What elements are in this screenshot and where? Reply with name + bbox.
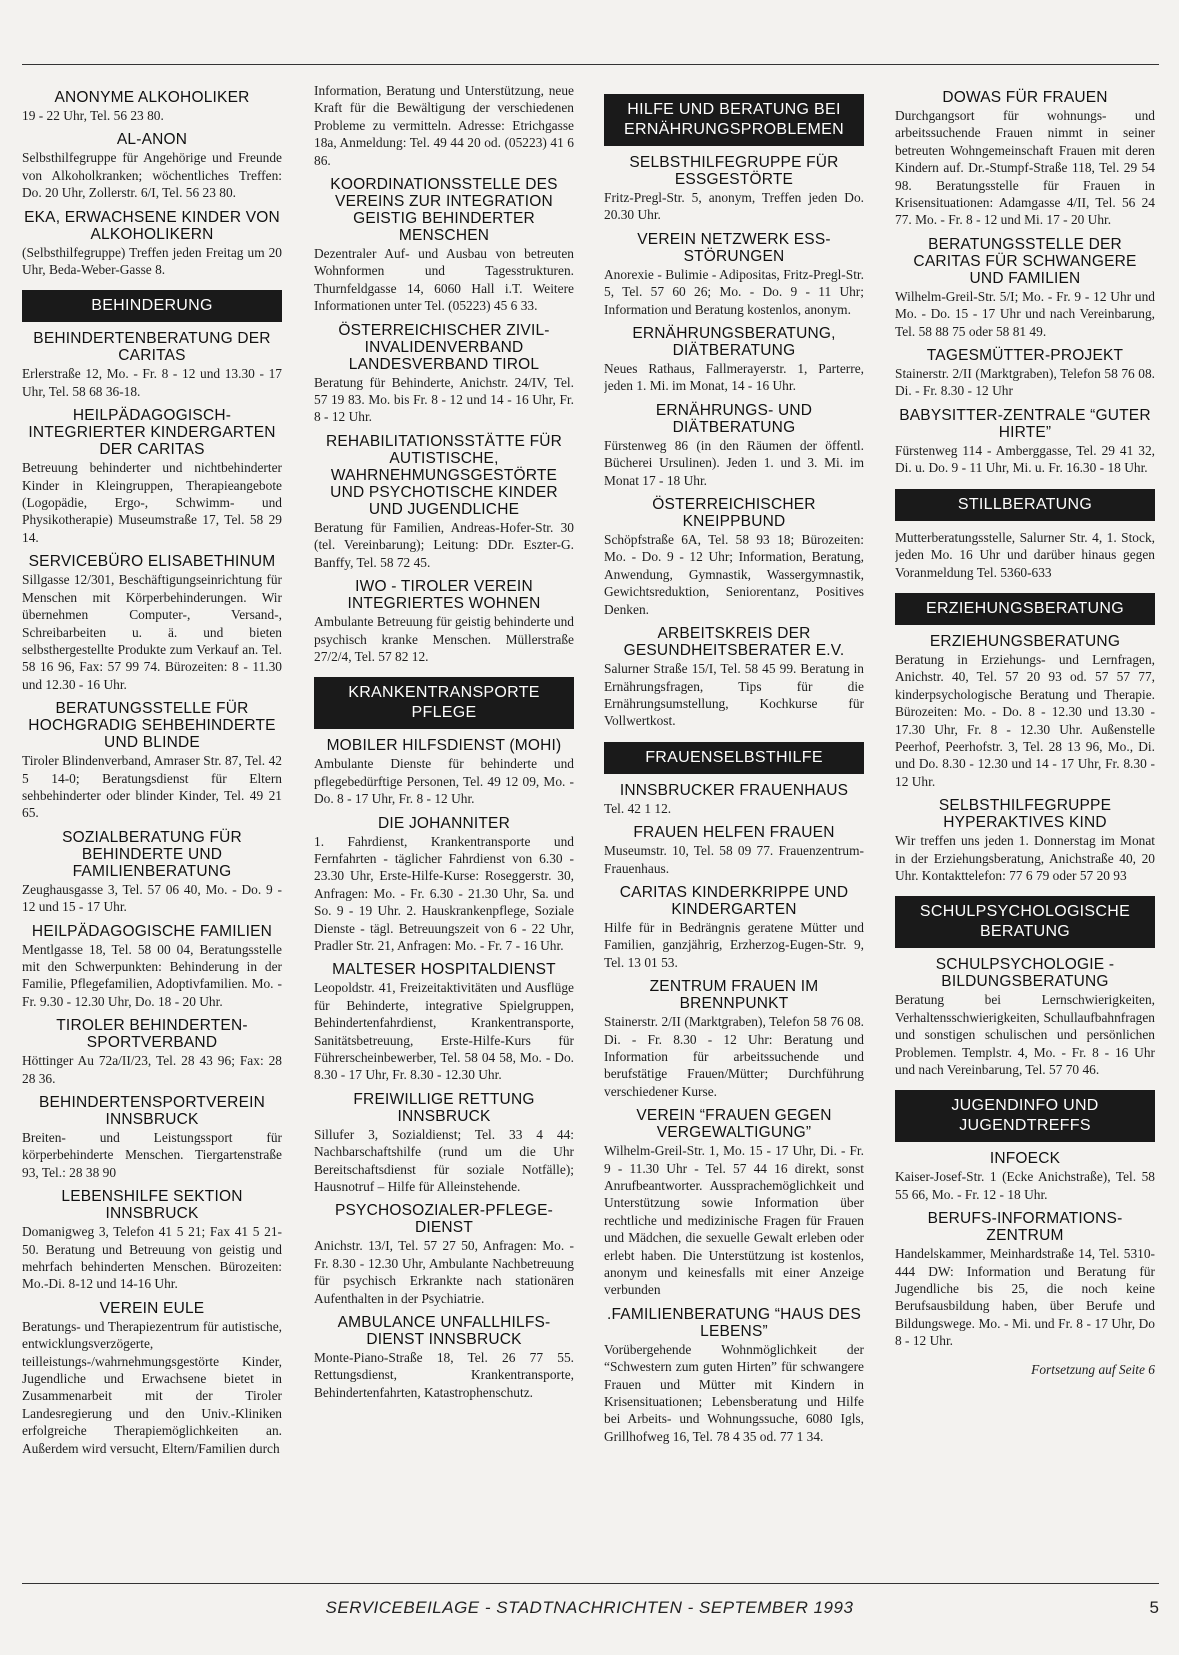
entry-text: Beratung in Erziehungs- und Lernfragen, Anichstr. 40, Tel. 57 20 93 od. 57 57 77, kinderpsychologische Beratung und Therapie. Bürozeiten: Mo. - Do. 8 - 12.30 und 13.30 - 17.30 Uhr, Fr. 8 - 12.30 Uhr. Außenstelle Peerhof, Peerhofstr. 3, Tel. 28 13 96, Mo., Di. und Do. 8.30 - 12.30 und 14 - 17 Uhr, Fr. 8.30 - 12 Uhr. xyxy=(895,651,1155,789)
entry-title: DIE JOHANNITER xyxy=(378,814,510,832)
entry-title: ÖSTERREICHISCHER KNEIPPBUND xyxy=(652,496,816,531)
entry-title: BERATUNGSSTELLE FÜR HOCHGRADIG SEHBEHINDERTE UND BLINDE xyxy=(28,700,276,752)
entry-text: Beratung bei Lernschwierigkeiten, Verhaltensschwierigkeiten, Schullaufbahnfragen und sonstigen schulischen und persönlichen Problemen. Templstr. 4, Mo. - Fr. 8 - 16 Uhr und nach Vereinbarung, Tel. 57 70 46. xyxy=(895,992,1155,1077)
section-header-bar: HILFE UND BERATUNG BEI ERNÄHRUNGSPROBLEMEN xyxy=(604,94,864,146)
entry-title: HEILPÄDAGOGISCHE FAMILIEN xyxy=(31,922,273,940)
entry-text: Breiten- und Leistungssport für körperbehinderte Menschen. Tiergartenstraße 93, Tel.: 28 38 90 xyxy=(22,1130,282,1180)
listing-entry xyxy=(895,1150,1155,1203)
entry-title: BABYSITTER-ZENTRALE “GUTER HIRTE” xyxy=(899,406,1151,441)
listing-entry xyxy=(314,1091,574,1196)
listing-entry xyxy=(314,82,574,169)
entry-text: 19 - 22 Uhr, Tel. 56 23 80. xyxy=(22,108,164,123)
entry-title: INFOECK xyxy=(989,1150,1061,1168)
listing-entry xyxy=(22,553,282,693)
listing-entry xyxy=(604,1306,864,1445)
entry-text: Anichstr. 13/I, Tel. 57 27 50, Anfragen: Mo. - Fr. 8.30 - 12.30 Uhr, Ambulante Nachbetreuung für psychisch Erkrankte nach stationären Aufenthalten in der Psychiatrie. xyxy=(314,1238,574,1306)
listing-entry xyxy=(22,131,282,201)
entry-title: AMBULANCE UNFALLHILFS-DIENST INNSBRUCK xyxy=(337,1314,551,1349)
entry-title: BERATUNGSSTELLE DER CARITAS FÜR SCHWANGERE UND FAMILIEN xyxy=(913,235,1137,287)
entry-text: Beratungs- und Therapiezentrum für autistische, entwicklungsverzögerte, teilleistungs-/wahrnehmungsgestörte Kinder, Jugendliche und Erwachsene bietet in Zusammenarbeit mit der Tiroler Landesregierung und den Univ.-Kliniken erfolgreiche Therapiemöglichkeiten an. Außerdem wird versucht, Eltern/Familien durch xyxy=(22,1318,282,1456)
section-header-bar: JUGENDINFO UND JUGENDTREFFS xyxy=(895,1090,1155,1142)
top-rule xyxy=(22,64,1159,65)
entry-text: Selbsthilfegruppe für Angehörige und Freunde von Alkoholkranken; wöchentliches Treffen: Do. 20 Uhr, Zollerstr. 6/I, Tel. 56 23 80. xyxy=(22,150,282,201)
entry-title: VEREIN EULE xyxy=(99,1299,205,1317)
section-header-bar: FRAUENSELBSTHILFE xyxy=(604,742,864,774)
bottom-rule xyxy=(22,1583,1159,1584)
listing-entry xyxy=(895,529,1155,581)
entry-text: Sillufer 3, Sozialdienst; Tel. 33 4 44: Nachbarschaftshilfe (rund um die Uhr Bereitschaftsdienst für soziale Notfälle); Hausnotruf – Hilfe für Alleinstehende. xyxy=(314,1126,574,1195)
listing-entry xyxy=(604,231,864,318)
listing-entry xyxy=(22,1017,282,1087)
entry-text: Höttinger Au 72a/II/23, Tel. 28 43 96; Fax: 28 28 36. xyxy=(22,1053,282,1086)
page-number: 5 xyxy=(1149,1598,1159,1617)
entry-text: Leopoldstr. 41, Freizeitaktivitäten und Ausflüge für Behinderte, integrative Spielgruppen, Behindertenfahrdienst, Krankentransporte, Sanitätsbetreuung, Erste-Hilfe-Kurs für Führerscheinbewerber, Tel. 58 04 58, Mo. - Do. 8.30 - 17 Uhr, Fr. 8.30 - 12.30 Uhr. xyxy=(314,980,574,1083)
entry-title: HEILPÄDAGOGISCH-INTEGRIERTER KINDERGARTEN DER CARITAS xyxy=(28,407,276,459)
entry-text: Ambulante Dienste für behinderte und pflegebedürftige Personen, Tel. 49 12 09, Mo. - Do. 8 - 17 Uhr, Fr. 8 - 12 Uhr. xyxy=(314,756,574,807)
entry-title: CARITAS KINDERKRIPPE UND KINDERGARTEN xyxy=(619,883,849,918)
page-footer: SERVICEBEILAGE - STADTNACHRICHTEN - SEPTEMBER 1993 xyxy=(325,1598,854,1617)
listing-entry xyxy=(22,1300,282,1457)
entry-text: Ambulante Betreuung für geistig behinderte und psychisch kranke Menschen. Müllerstraße 27/2/4, Tel. 57 82 12. xyxy=(314,614,574,664)
entry-title: INNSBRUCKER FRAUENHAUS xyxy=(619,781,849,799)
entry-title: AL-ANON xyxy=(116,131,188,149)
entry-text: (Selbsthilfegruppe) Treffen jeden Freitag um 20 Uhr, Beda-Weber-Gasse 8. xyxy=(22,244,282,278)
listing-entry xyxy=(604,154,864,224)
entry-text: Museumstr. 10, Tel. 58 09 77. Frauenzentrum-Frauenhaus. xyxy=(604,843,864,876)
entry-text: Stainerstr. 2/II (Marktgraben), Telefon 58 76 08. Di. - Fr. 8.30 - 12 Uhr: Beratung und Information für arbeitssuchende und berufstätige Frauen/Mütter; Durchführung verschiedener Kurse. xyxy=(604,1014,864,1099)
listing-entry xyxy=(22,209,282,279)
entry-text: Schöpfstraße 6A, Tel. 58 93 18; Bürozeiten: Mo. - Do. 9 - 12 Uhr; Information, Beratung, Anwendung, Gymnastik, Wassergymnastik, Gewichtsreduktion, Seniorentanz, Positives Denken. xyxy=(604,532,864,617)
listing-entry xyxy=(22,330,282,400)
listing-entry xyxy=(604,884,864,971)
entry-title: SELBSTHILFEGRUPPE HYPERAKTIVES KIND xyxy=(938,797,1112,832)
entry-title: SERVICEBÜRO ELISABETHINUM xyxy=(28,553,276,571)
entry-text: Zeughausgasse 3, Tel. 57 06 40, Mo. - Do. 9 - 12 und 15 - 17 Uhr. xyxy=(22,881,282,915)
listing-entry xyxy=(314,1314,574,1401)
listing-entry xyxy=(895,89,1155,229)
entry-title: ÖSTERREICHISCHER ZIVIL-INVALIDENVERBAND LANDESVERBAND TIROL xyxy=(338,321,550,373)
entry-title: ARBEITSKREIS DER GESUNDHEITSBERATER E.V. xyxy=(623,625,845,660)
entry-text: Wilhelm-Greil-Str. 1, Mo. 15 - 17 Uhr, Di. - Fr. 9 - 11.30 Uhr - Tel. 57 44 16 direkt, sonst Anrufbeantworter. Aussprachemöglichkeit und Unterstützung sowie Information über rechtliche und medizinische Fragen für Frauen und Mädchen, die sexuelle Gewalt erleben oder erlebt haben. Die Unterstützung ist kostenlos, anonym und keinesfalls mit einer Anzeige verbunden xyxy=(604,1143,864,1298)
listing-entry xyxy=(22,407,282,546)
entry-title: BERUFS-INFORMATIONS-ZENTRUM xyxy=(927,1210,1123,1245)
listing-entry xyxy=(604,625,864,730)
entry-title: ERZIEHUNGSBERATUNG xyxy=(929,632,1121,650)
listing-entry xyxy=(604,402,864,489)
listing-entry xyxy=(314,815,574,955)
listing-entry xyxy=(314,1202,574,1307)
listing-entry xyxy=(22,1188,282,1293)
entry-text: Mutterberatungsstelle, Salurner Str. 4, 1. Stock, jeden Mo. 16 Uhr und darüber hinaus gegen Voranmeldung Tel. 5360-633 xyxy=(895,529,1155,580)
listing-entry xyxy=(22,1094,282,1181)
listing-entry xyxy=(895,407,1155,477)
entry-title: SELBSTHILFEGRUPPE FÜR ESSGESTÖRTE xyxy=(629,154,839,188)
entry-text: Tiroler Blindenverband, Amraser Str. 87, Tel. 42 5 14-0; Beratungsdienst für Eltern sehbehinderter oder blinder Kinder, Tel. 49 21 65. xyxy=(22,753,282,821)
listing-entry xyxy=(895,956,1155,1078)
entry-text: Vorübergehende Wohnmöglichkeit der “Schwestern zum guten Hirten” für schwangere Frauen und Mütter mit Kindern in Krisensituationen; Lebensberatung und Hilfe bei Arbeits- und Wohnungssuche, 6080 Igls, Grillhofweg 16, Tel. 78 4 35 od. 77 1 34. xyxy=(604,1341,864,1444)
entry-title: SCHULPSYCHOLOGIE - BILDUNGSBERATUNG xyxy=(935,956,1115,991)
entry-text: Handelskammer, Meinhardstraße 14, Tel. 5310-444 DW: Information und Beratung für Jugendliche bis 25, die noch keine Berufsausbildung haben, über Berufe und Bildungswege. Mo. - Mi. und Fr. 8 - 17 Uhr, Do 8 - 12 Uhr. xyxy=(895,1246,1155,1349)
entry-text: 1. Fahrdienst, Krankentransporte und Fernfahrten - täglicher Fahrdienst von 6.30 - 23.30 Uhr, Erste-Hilfe-Kurse: Roseggerstr. 30, Anfragen: Mo. - Fr. 6.30 - 21.30 Uhr, Sa. und So. 9 - 19 Uhr. 2. Hauskrankenpflege, Soziale Dienste - tägl. Betreuungszeit von 6 - 22 Uhr, Pradler Str. 21, Anfragen: Mo. - Fr. 7 - 16 Uhr. xyxy=(314,833,574,953)
entry-title: ERNÄHRUNGSBERATUNG, DIÄTBERATUNG xyxy=(632,325,836,360)
entry-text: Monte-Piano-Straße 18, Tel. 26 77 55. Rettungsdienst, Krankentransporte, Behindertenfahrten, Katastrophenschutz. xyxy=(314,1350,574,1400)
listing-entry xyxy=(314,961,574,1083)
listing-columns xyxy=(22,82,1159,1562)
listing-entry xyxy=(604,824,864,877)
column-2 xyxy=(314,82,574,1562)
entry-title: FREIWILLIGE RETTUNG INNSBRUCK xyxy=(353,1090,535,1125)
section-header-bar: ERZIEHUNGSBERATUNG xyxy=(895,593,1155,625)
section-header-bar: KRANKENTRANSPORTE PFLEGE xyxy=(314,677,574,729)
entry-text: Hilfe für in Bedrängnis geratene Mütter und Familien, ganzjährig, Erzherzog-Eugen-Str. 9, Tel. 13 01 53. xyxy=(604,919,864,970)
entry-title: ZENTRUM FRAUEN IM BRENNPUNKT xyxy=(649,978,819,1013)
entry-text: Kaiser-Josef-Str. 1 (Ecke Anichstraße), Tel. 58 55 66, Mo. - Fr. 12 - 18 Uhr. xyxy=(895,1169,1155,1202)
entry-text: Dezentraler Auf- und Ausbau von betreuten Wohnformen und Tagesstrukturen. Thurnfeldgasse 14, 6060 Hall i.T. Weitere Informationen unter Tel. (05223) 45 6 33. xyxy=(314,246,574,314)
entry-title: LEBENSHILFE SEKTION INNSBRUCK xyxy=(61,1188,243,1223)
entry-title: TAGESMÜTTER-PROJEKT xyxy=(926,347,1124,365)
listing-entry xyxy=(22,89,282,124)
entry-title: ERNÄHRUNGS- UND DIÄTBERATUNG xyxy=(655,401,813,436)
entry-text: Wilhelm-Greil-Str. 5/I; Mo. - Fr. 9 - 12 Uhr und Mo. - Do. 15 - 17 Uhr und nach Vereinbarung, Tel. 58 88 75 oder 58 81 49. xyxy=(895,288,1155,339)
continuation-note: Fortsetzung auf Seite 6 xyxy=(1031,1361,1155,1377)
listing-entry xyxy=(895,1210,1155,1349)
entry-title: EKA, ERWACHSENE KINDER VON ALKOHOLIKERN xyxy=(24,208,280,243)
entry-title: SOZIALBERATUNG FÜR BEHINDERTE UND FAMILIENBERATUNG xyxy=(62,828,242,880)
section-header-bar: BEHINDERUNG xyxy=(22,290,282,322)
entry-title: BEHINDERTENSPORTVEREIN INNSBRUCK xyxy=(38,1094,266,1128)
listing-entry xyxy=(895,347,1155,400)
entry-title: FRAUEN HELFEN FRAUEN xyxy=(633,824,835,842)
entry-title: DOWAS FÜR FRAUEN xyxy=(942,89,1108,106)
entry-text: Durchgangsort für wohnungs- und arbeitssuchende Frauen nimmt in seiner betreuten Wohngemeinschaft Frauen mit deren Kindern auf. Dr.-Stumpf-Straße 118, Tel. 29 54 98. Beratungsstelle für Frauen in Krisensituationen: Adamgasse 4/II, Tel. 56 24 77. Mo. - Fr. 8 - 12 und Mi. 17 - 20 Uhr. xyxy=(895,108,1155,228)
section-header-bar: STILLBERATUNG xyxy=(895,489,1155,521)
entry-text: Domanigweg 3, Telefon 41 5 21; Fax 41 5 21-50. Beratung und Betreuung von geistig und mehrfach behinderten Menschen. Bürozeiten: Mo.-Di. 8-12 und 14-16 Uhr. xyxy=(22,1224,282,1292)
listing-entry xyxy=(314,322,574,426)
column-3 xyxy=(604,82,864,1562)
entry-text: Fürstenweg 86 (in den Räumen der öffentl. Bücherei Ursulinen). Jeden 1. und 3. Mi. im Monat 17 - 18 Uhr. xyxy=(604,437,864,488)
entry-text: Salurner Straße 15/I, Tel. 58 45 99. Beratung in Ernährungsfragen, Tips für die Ernährungsumstellung, Kochkurse für Vollwertkost. xyxy=(604,661,864,729)
listing-entry xyxy=(895,236,1155,340)
listing-entry xyxy=(314,176,574,315)
entry-text: Sillgasse 12/301, Beschäftigungseinrichtung für Menschen mit Körperbehinderungen. Wir übernehmen Computer-, Versand-, Schreibarbeiten u. ä. und bieten selbsthergestellte Produkte zum Verkauf an. Tel. 58 16 96, Fax: 57 99 74. Bürozeiten: 8 - 11.30 und 12.30 - 16 Uhr. xyxy=(22,572,282,692)
listing-entry xyxy=(22,923,282,1011)
entry-title: TIROLER BEHINDERTEN-SPORTVERBAND xyxy=(56,1017,248,1052)
entry-text: Wir treffen uns jeden 1. Donnerstag im Monat in der Erziehungsberatung, Anichstraße 40, 20 Uhr. Kontakttelefon: 77 6 79 oder 57 20 93 xyxy=(895,833,1155,883)
entry-text: Anorexie - Bulimie - Adipositas, Fritz-Pregl-Str. 5, Tel. 57 60 26; Mo. - Do. 9 - 11 Uhr; Information und Beratung kostenlos, anonym. xyxy=(604,266,864,317)
listing-entry xyxy=(314,433,574,571)
listing-entry xyxy=(895,633,1155,790)
entry-title: IWO - TIROLER VEREIN INTEGRIERTES WOHNEN xyxy=(347,578,541,613)
entry-text: Beratung für Behinderte, Anichstr. 24/IV, Tel. 57 19 83. Mo. bis Fr. 8 - 12 und 14 - 16 Uhr, Fr. 8 - 12 Uhr. xyxy=(314,374,574,425)
listing-entry xyxy=(895,797,1155,884)
listing-entry xyxy=(604,496,864,618)
entry-title: BEHINDERTENBERATUNG DER CARITAS xyxy=(33,330,271,365)
listing-entry xyxy=(604,978,864,1100)
listing-entry xyxy=(22,829,282,916)
listing-entry xyxy=(604,1107,864,1299)
entry-title: KOORDINATIONSSTELLE DES VEREINS ZUR INTEGRATION GEISTIG BEHINDERTER MENSCHEN xyxy=(330,176,558,245)
section-header-bar: SCHULPSYCHOLOGISCHE BERATUNG xyxy=(895,896,1155,948)
entry-title: ANONYME ALKOHOLIKER xyxy=(54,89,250,106)
entry-title: MOBILER HILFSDIENST (MOHI) xyxy=(326,737,562,755)
entry-text: Information, Beratung und Unterstützung, neue Kraft für die Bewältigung der verschiedenen Probleme zu vermitteln. Adresse: Etrichgasse 18a, Anmeldung: Tel. 49 44 20 od. (05223) 41 6 86. xyxy=(314,83,574,168)
entry-text: Fritz-Pregl-Str. 5, anonym, Treffen jeden Do. 20.30 Uhr. xyxy=(604,190,864,223)
entry-text: Beratung für Familien, Andreas-Hofer-Str. 30 (tel. Vereinbarung); Leitung: DDr. Eszter-G. Banffy, Tel. 58 72 45. xyxy=(314,519,574,570)
entry-title: VEREIN NETZWERK ESS-STÖRUNGEN xyxy=(637,230,831,265)
entry-title: VEREIN “FRAUEN GEGEN VERGEWALTIGUNG” xyxy=(636,1107,832,1142)
entry-title: .FAMILIENBERATUNG “HAUS DES LEBENS” xyxy=(606,1305,861,1340)
listing-entry xyxy=(22,700,282,822)
entry-title: REHABILITATIONSSTÄTTE FÜR AUTISTISCHE, WAHRNEHMUNGSGESTÖRTE UND PSYCHOTISCHE KINDER UND JUGENDLICHE xyxy=(325,432,563,518)
entry-text: Betreuung behinderter und nichtbehinderter Kinder in Kleingruppen, Therapieangebote (Logopädie, Ergo-, Schwimm- und Physikotherapie) Museumstraße 17, Tel. 58 29 14. xyxy=(22,460,282,545)
entry-text: Erlerstraße 12, Mo. - Fr. 8 - 12 und 13.30 - 17 Uhr, Tel. 58 68 36-18. xyxy=(22,366,282,399)
column-4 xyxy=(895,82,1155,1562)
column-1 xyxy=(22,82,282,1562)
listing-entry xyxy=(314,737,574,807)
listing-entry xyxy=(604,325,864,395)
entry-text: Fürstenweg 114 - Amberggasse, Tel. 29 41 32, Di. u. Do. 9 - 11 Uhr, Mi. u. Fr. 16.30 - 18 Uhr. xyxy=(895,442,1155,476)
listing-entry xyxy=(314,578,574,665)
entry-text: Mentlgasse 18, Tel. 58 00 04, Beratungsstelle mit den Schwerpunkten: Behinderung in der Familie, Pflegefamilien, Adoptivfamilien. Mo. - Fr. 9.30 - 12.30 Uhr, Do. 18 - 20 Uhr. xyxy=(22,941,282,1009)
entry-text: Stainerstr. 2/II (Marktgraben), Telefon 58 76 08. Di. - Fr. 8.30 - 12 Uhr xyxy=(895,366,1155,399)
entry-title: PSYCHOSOZIALER-PFLEGE-DIENST xyxy=(334,1202,553,1237)
entry-title: MALTESER HOSPITALDIENST xyxy=(332,961,556,979)
entry-text: Neues Rathaus, Fallmerayerstr. 1, Parterre, jeden 1. Mi. im Monat, 14 - 16 Uhr. xyxy=(604,361,864,394)
entry-text: Tel. 42 1 12. xyxy=(604,800,672,816)
listing-entry xyxy=(604,782,864,817)
